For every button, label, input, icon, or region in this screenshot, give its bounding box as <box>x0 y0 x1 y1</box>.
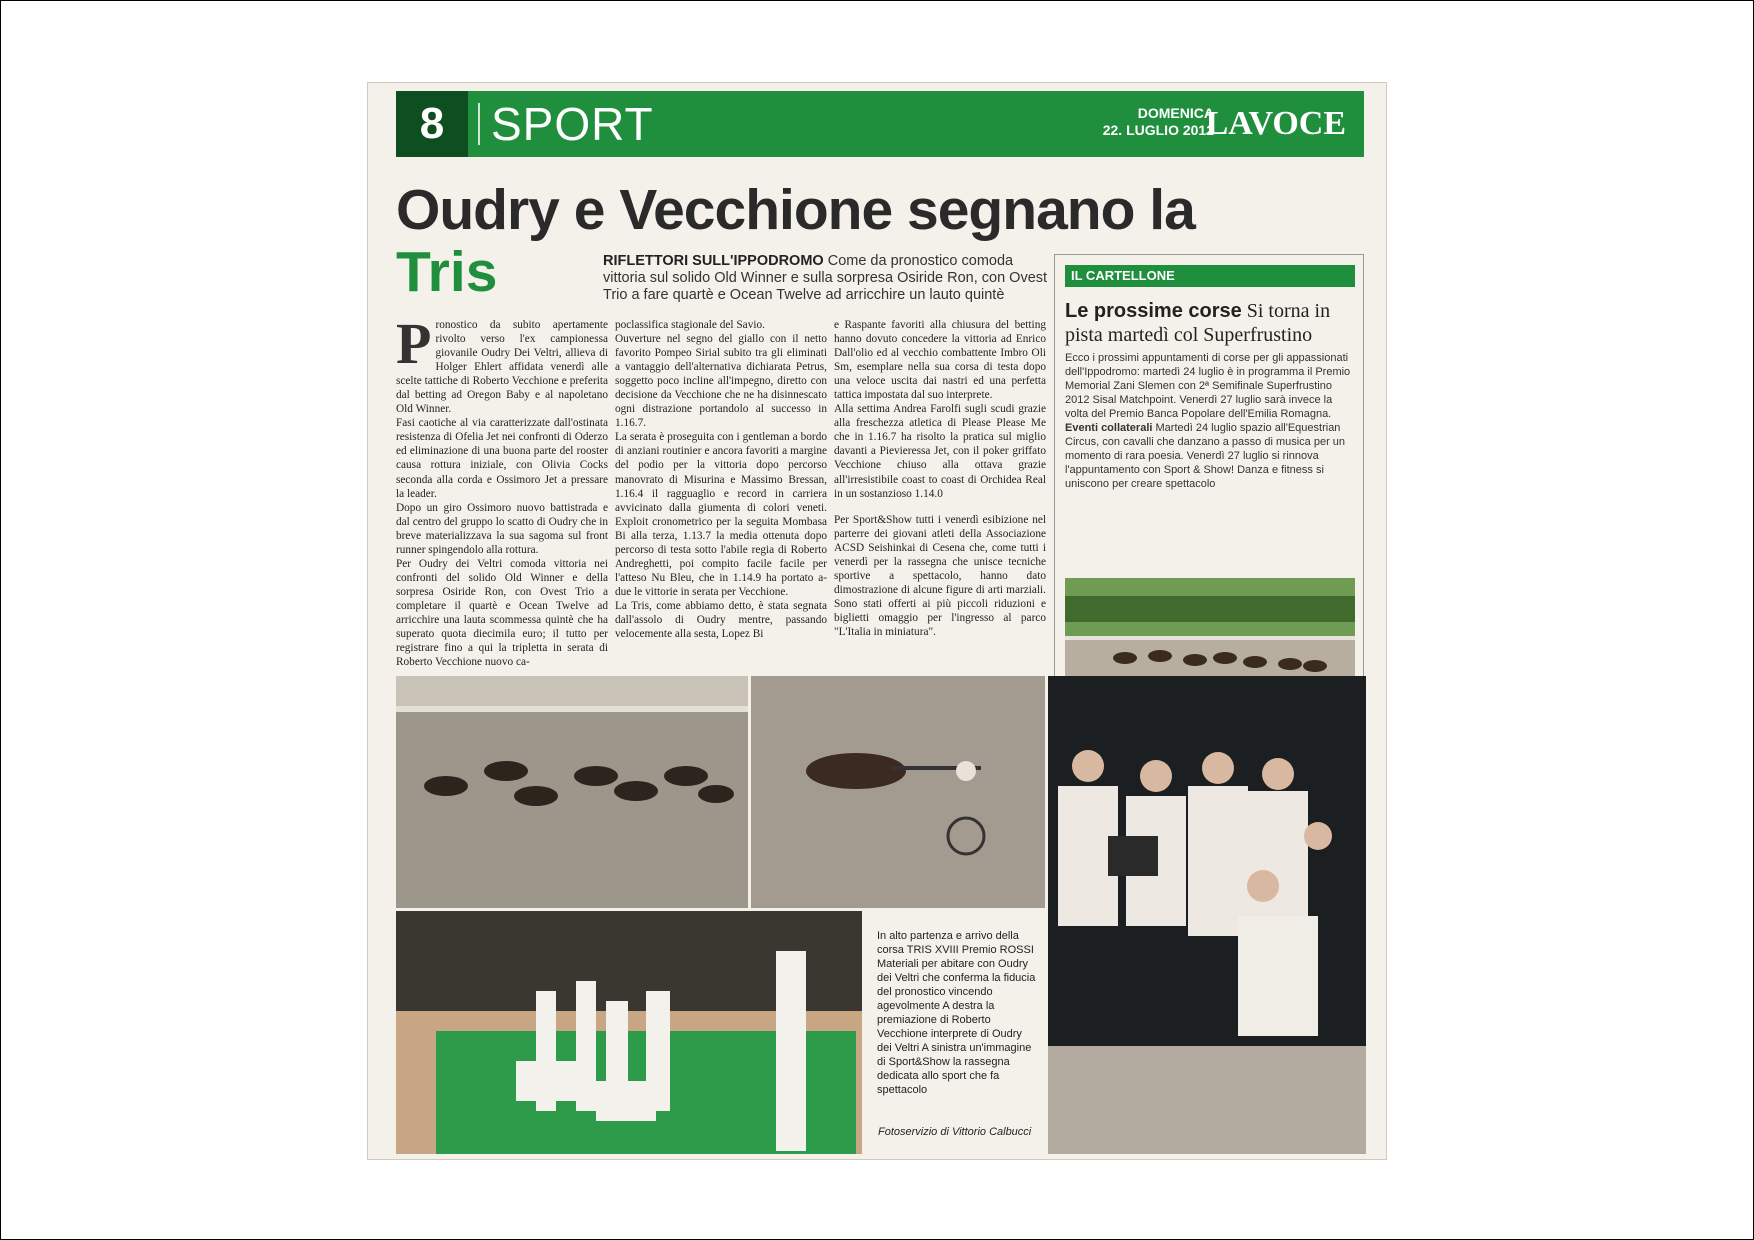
paragraph: poclassifica stagionale del Savio. <box>615 319 765 331</box>
paragraph: Dopo un giro Ossimoro nuovo battistrada e dal centro del gruppo lo scatto di Oudry che in breve materializzava la sua sagoma sul front runner spingendolo alla rottura. <box>396 501 608 556</box>
masthead <box>396 91 1364 157</box>
drop-cap: P <box>396 311 432 376</box>
sidebar-text <box>1065 351 1357 491</box>
martial-arts-photo <box>396 911 862 1154</box>
paragraph: Fasi caotiche al via caratterizzate dall'ostinata resistenza di Ofelia Jet nei confronti di Oderzo ed eliminazione di una buona parte del rooster causa rottura iniziale, con Olivia Cocks seconda alla corda e Ossimoro Jet a pressare la leader. <box>396 417 608 500</box>
sidebar-box <box>1054 254 1364 736</box>
newspaper-page <box>367 82 1387 1160</box>
paragraph: La serata è proseguita con i gentleman a bordo di anziani routinier e ancora favoriti a margine del podio per la vittoria dopo percorso manovrato di Misurina e Massimo Bressan, 1.16.4 il ragguaglio e record in carriera avvicinato dalla giumenta di colori veneti. Exploit cronometrico per la seguita Mombasa Bi alla terza, 1.13.7 la media ottenuta dopo percorso di testa sotto l'abile regia di Roberto Andreghetti, poi compito facile facile per l'atteso Nu Bleu, che in 1.14.9 ha portato a-due le vittorie in serata per Vecchione. <box>615 431 827 598</box>
sidebar-title-bold: Le prossime corse <box>1065 300 1242 322</box>
paragraph: Ouverture nel segno del giallo con il netto favorito Pompeo Sirial subito tra gli eliminati a vantaggio dell'alternativa dichiarata Petrus, soggetto poco incline all'impegno, diretto con decisione da Vecchione che ne ha disinnescato ogni distrazione portandolo al successo in 1.16.7. <box>615 333 827 430</box>
race-start-photo <box>396 676 748 908</box>
photo-caption: In alto partenza e arrivo della corsa TRIS XVIII Premio ROSSI Materiali per abitare con Oudry dei Veltri che conferma la fiducia del pronostico vincendo agevolmente A destra la premiazione di Roberto Vecchione interprete di Oudry dei Veltri A sinistra un'immagine di Sport&Show la rassegna dedicata allo sport che fa spettacolo <box>877 930 1036 1096</box>
sidebar-title <box>1065 299 1357 347</box>
section-title: SPORT <box>491 98 654 150</box>
issue-full-date: 22. LUGLIO 2012 <box>1102 122 1214 138</box>
sidebar-tag: IL CARTELLONE <box>1065 265 1355 287</box>
issue-day: DOMENICA <box>1137 105 1214 121</box>
article-headline-highlight: Tris <box>396 240 498 304</box>
paragraph: Alla settima Andrea Farolfi sugli scudi grazie alla freschezza atletica di Please Please Me che in 1.16.7 ha risolto la pratica sul miglio davanti a Pievieressa Jet, con il poker griffato Vecchione chiuso alla ottava grazie all'irresistibile coast to coast di Orchidea Real in un sostanzioso 1.14.0 <box>834 403 1046 500</box>
masthead-divider <box>478 103 480 145</box>
sidebar-paragraph: Ecco i prossimi appuntamenti di corse per gli appassionati dell'Ippodromo: martedì 24 luglio è in programma il Premio Memorial Zani Slemen con 2ª Semifinale Superfrustino 2012 Sisal Matchpoint. Venerdì 27 luglio sarà invece la volta del Premio Banca Popolare dell'Emilia Romagna. <box>1065 352 1351 420</box>
photo-credit: Fotoservizio di Vittorio Calbucci <box>878 1126 1032 1138</box>
deck-label: RIFLETTORI SULL'IPPODROMO <box>603 253 824 269</box>
article-column-3 <box>834 318 1046 639</box>
paragraph: Per Oudry dei Veltri comoda vittoria nei confronti del solido Old Winner e della sorpresa Osiride Ron, con Ovest Trio a completare il quartè e Ocean Twelve ad arricchire una lauta scommessa quintè che ha superato quota diecimila euro; il tutto per registrare fino a qui la tripletta in serata di Roberto Vecchione nuovo ca- <box>396 557 608 669</box>
page-number: 8 <box>396 91 468 157</box>
sidebar-label-text: Martedì 24 luglio spazio all'Equestrian Circus, con cavalli che danzano a passo di musica per un momento di rara poesia. Venerdì 27 luglio si rinnova l'appuntamento con Sport & Show! Danza e fitness si uniscono per creare spettacolo <box>1065 422 1346 490</box>
award-ceremony-photo <box>1048 676 1366 1154</box>
newspaper-logo: LAVOCE <box>1205 105 1346 142</box>
article-column-2 <box>615 318 827 641</box>
race-finish-photo <box>751 676 1045 908</box>
paragraph: e Raspante favoriti alla chiusura del betting hanno dovuto concedere la vittoria ad Enrico Dall'olio ed al vecchio combattente Imbro Oli Sm, esemplare nella sua corsa di testa dopo una veloce uscita dai nastri ed una perfetta tattica impostata dal suo interprete. <box>834 319 1046 402</box>
deck-text: Come da pronostico comoda vittoria sul solido Old Winner e sulla sorpresa Osiride Ron, con Ovest Trio a fare quartè e Ocean Twelve ad arricchire un lauto quintè <box>603 253 1048 303</box>
paragraph: ronostico da subito apertamente rivolto verso l'ex campionessa giovanile Oudry Dei Veltri, allieva di Holger Ehlert affidata venerdì alle scelte tattiche di Roberto Vecchione e preferita dal betting ad Oregon Baby e al napoletano Old Winner. <box>396 319 608 416</box>
sidebar-label: Eventi collaterali <box>1065 422 1153 434</box>
article-column-1 <box>396 311 608 669</box>
sidebar-title-rest: Si torna in pista martedì col Superfrustino <box>1065 300 1331 346</box>
sidebar-paragraph <box>1065 421 1357 491</box>
article-deck <box>603 253 1051 304</box>
paragraph: Per Sport&Show tutti i venerdì esibizione nel parterre dei giovani atleti della Associazione ACSD Seishinkai di Cesena che, come tutti i venerdì per la rassegna che unisce tecniche sportive a spettacolo, hanno dato dimostrazione di alcune figure di arti marziali. Sono stati offerti ai più piccoli riduzioni e biglietti omaggio per l'ingresso al parco "L'Italia in miniatura". <box>834 513 1046 638</box>
paragraph: La Tris, come abbiamo detto, è stata segnata dall'assolo di Oudry mentre, passando velocemente alla sesta, Lopez Bi <box>615 599 827 641</box>
article-headline: Oudry e Vecchione segnano la <box>396 178 1195 242</box>
issue-date <box>1103 105 1214 139</box>
